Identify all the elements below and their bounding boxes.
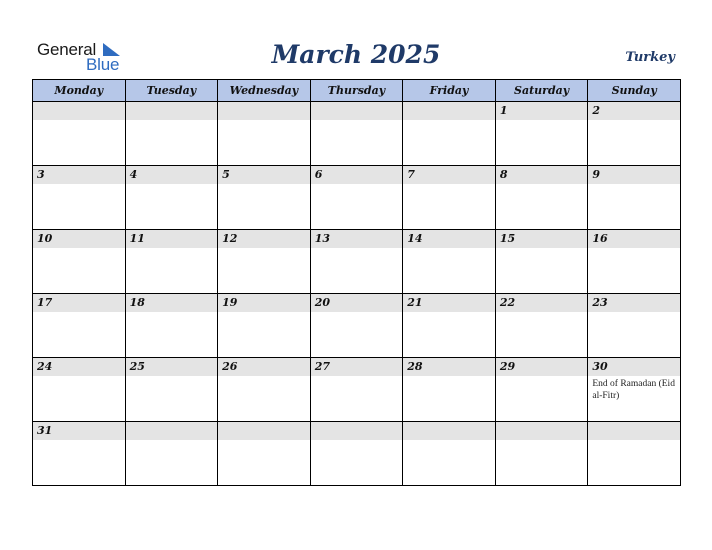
day-number xyxy=(588,422,680,440)
day-number: 9 xyxy=(588,166,680,184)
day-cell xyxy=(495,422,588,486)
day-cell xyxy=(125,166,218,230)
day-number: 16 xyxy=(588,230,680,248)
day-number: 27 xyxy=(311,358,403,376)
weekday-header: Monday xyxy=(33,80,126,102)
day-cell xyxy=(495,102,588,166)
day-cell xyxy=(218,358,311,422)
weekday-header-row xyxy=(33,80,681,102)
day-cell xyxy=(125,230,218,294)
weekday-header: Tuesday xyxy=(125,80,218,102)
day-cell xyxy=(310,102,403,166)
weekday-header: Friday xyxy=(403,80,496,102)
day-cell xyxy=(218,230,311,294)
day-number: 3 xyxy=(33,166,125,184)
day-cell xyxy=(33,102,126,166)
day-cell xyxy=(33,294,126,358)
day-cell xyxy=(588,294,681,358)
day-number xyxy=(218,102,310,120)
day-number: 20 xyxy=(311,294,403,312)
day-number: 17 xyxy=(33,294,125,312)
logo-text-blue: Blue xyxy=(86,55,120,74)
calendar-title: March 2025 xyxy=(271,40,441,69)
day-number xyxy=(403,422,495,440)
day-cell xyxy=(588,358,681,422)
day-cell xyxy=(495,358,588,422)
day-number: 28 xyxy=(403,358,495,376)
day-number: 8 xyxy=(496,166,588,184)
day-cell xyxy=(125,422,218,486)
day-cell xyxy=(310,294,403,358)
day-cell xyxy=(310,422,403,486)
day-number: 14 xyxy=(403,230,495,248)
calendar-grid xyxy=(32,79,681,486)
day-cell xyxy=(33,422,126,486)
day-cell xyxy=(588,230,681,294)
day-cell xyxy=(125,102,218,166)
day-number xyxy=(126,102,218,120)
day-number: 11 xyxy=(126,230,218,248)
day-cell xyxy=(495,166,588,230)
day-number: 6 xyxy=(311,166,403,184)
day-number xyxy=(218,422,310,440)
week-row xyxy=(33,294,681,358)
day-cell xyxy=(495,294,588,358)
weekday-header: Thursday xyxy=(310,80,403,102)
day-number: 25 xyxy=(126,358,218,376)
weekday-header: Saturday xyxy=(495,80,588,102)
week-row xyxy=(33,358,681,422)
day-number: 21 xyxy=(403,294,495,312)
day-cell xyxy=(403,166,496,230)
week-row xyxy=(33,422,681,486)
day-cell xyxy=(33,166,126,230)
day-number: 19 xyxy=(218,294,310,312)
day-number xyxy=(403,102,495,120)
day-number: 22 xyxy=(496,294,588,312)
day-number xyxy=(126,422,218,440)
day-cell xyxy=(588,422,681,486)
day-cell xyxy=(218,166,311,230)
day-number xyxy=(33,102,125,120)
day-cell xyxy=(218,294,311,358)
day-number xyxy=(311,422,403,440)
day-number: 15 xyxy=(496,230,588,248)
day-number: 5 xyxy=(218,166,310,184)
day-number: 18 xyxy=(126,294,218,312)
day-number: 30 xyxy=(588,358,680,376)
day-cell xyxy=(495,230,588,294)
day-cell xyxy=(33,230,126,294)
day-number: 13 xyxy=(311,230,403,248)
day-cell xyxy=(125,358,218,422)
day-cell xyxy=(403,358,496,422)
day-cell xyxy=(33,358,126,422)
day-cell xyxy=(588,102,681,166)
day-number: 26 xyxy=(218,358,310,376)
day-number xyxy=(496,422,588,440)
day-cell xyxy=(125,294,218,358)
day-number: 31 xyxy=(33,422,125,440)
day-number: 2 xyxy=(588,102,680,120)
country-label: Turkey xyxy=(625,50,675,65)
day-number: 12 xyxy=(218,230,310,248)
day-cell xyxy=(403,230,496,294)
day-number: 24 xyxy=(33,358,125,376)
day-number xyxy=(311,102,403,120)
holiday-event: End of Ramadan (Eid al-Fitr) xyxy=(592,379,675,401)
week-row xyxy=(33,166,681,230)
day-number: 23 xyxy=(588,294,680,312)
week-row xyxy=(33,102,681,166)
day-cell xyxy=(310,166,403,230)
day-cell xyxy=(310,230,403,294)
weekday-header: Wednesday xyxy=(218,80,311,102)
day-number: 7 xyxy=(403,166,495,184)
day-cell xyxy=(403,294,496,358)
day-cell xyxy=(218,102,311,166)
day-cell xyxy=(218,422,311,486)
day-cell xyxy=(403,422,496,486)
day-number: 4 xyxy=(126,166,218,184)
week-row xyxy=(33,230,681,294)
day-cell xyxy=(310,358,403,422)
day-number: 1 xyxy=(496,102,588,120)
weekday-header: Sunday xyxy=(588,80,681,102)
logo-text-general: General xyxy=(37,40,97,59)
day-cell xyxy=(403,102,496,166)
day-number: 10 xyxy=(33,230,125,248)
day-cell xyxy=(588,166,681,230)
day-number: 29 xyxy=(496,358,588,376)
